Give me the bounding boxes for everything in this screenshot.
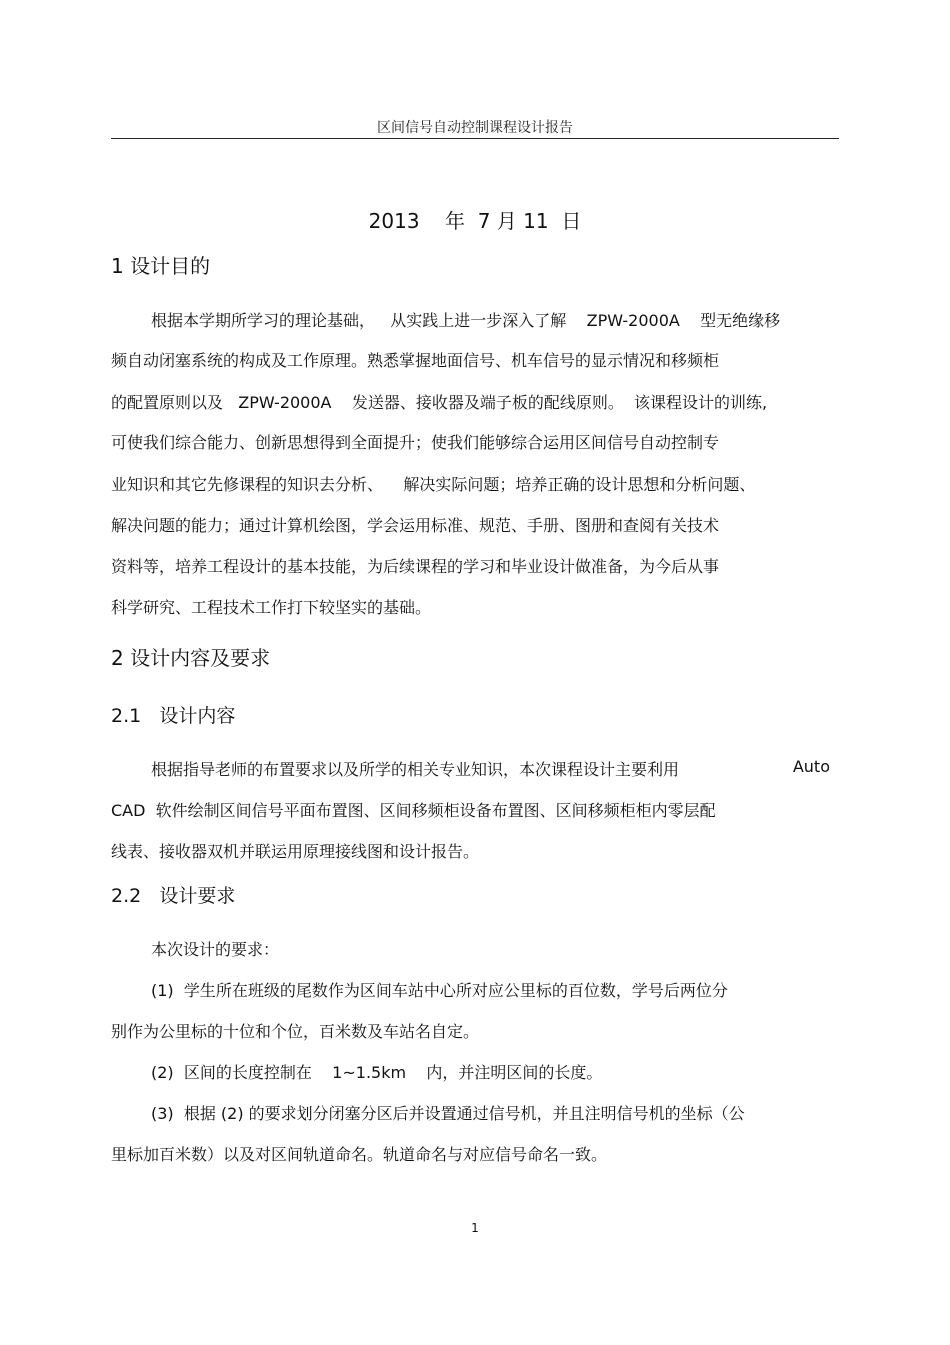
requirement-item: 里标加百米数）以及对区间轨道命名。轨道命名与对应信号命名一致。 xyxy=(111,1145,608,1164)
design-content-line: CAD 软件绘制区间信号平面布置图、区间移频柜设备布置图、区间移频柜柜内零层配 xyxy=(111,801,716,820)
subsection-2-1-heading: 2.1 设计内容 xyxy=(111,705,236,727)
requirement-item: (3) 根据 (2) 的要求划分闭塞分区后并设置通过信号机，并且注明信号机的坐标（公 xyxy=(151,1104,745,1123)
section-1-line: 频自动闭塞系统的构成及工作原理。熟悉掌握地面信号、机车信号的显示情况和移频柜 xyxy=(111,351,720,370)
page-header-title: 区间信号自动控制课程设计报告 xyxy=(377,120,573,136)
subsection-2-2-heading: 2.2 设计要求 xyxy=(111,885,236,907)
section-1-line: 的配置原则以及 ZPW-2000A 发送器、接收器及端子板的配线原则。 该课程设计的训练, xyxy=(111,393,768,412)
report-date: 2013 年 7 月 11 日 xyxy=(368,209,582,233)
section-2-heading: 2 设计内容及要求 xyxy=(111,646,271,670)
header-divider xyxy=(111,138,839,139)
design-content-line-tail: Auto xyxy=(792,757,830,776)
section-1-line: 根据本学期所学习的理论基础， 从实践上进一步深入了解 ZPW-2000A 型无绝缘移 xyxy=(151,311,781,330)
section-1-line: 业知识和其它先修课程的知识去分析、 解决实际问题；培养正确的设计思想和分析问题、 xyxy=(111,475,756,494)
requirement-item: 别作为公里标的十位和个位，百米数及车站名自定。 xyxy=(111,1022,480,1041)
section-1-heading: 1 设计目的 xyxy=(111,254,211,278)
section-1-line: 资料等，培养工程设计的基本技能，为后续课程的学习和毕业设计做准备，为今后从事 xyxy=(111,557,720,576)
design-content-line: 线表、接收器双机并联运用原理接线图和设计报告。 xyxy=(111,842,480,861)
page-number: 1 xyxy=(471,1221,479,1235)
requirements-intro: 本次设计的要求： xyxy=(151,940,280,959)
section-1-line: 科学研究、工程技术工作打下较坚实的基础。 xyxy=(111,598,432,617)
requirement-item: (1) 学生所在班级的尾数作为区间车站中心所对应公里标的百位数，学号后两位分 xyxy=(151,981,728,1000)
section-1-line: 解决问题的能力；通过计算机绘图，学会运用标准、规范、手册、图册和查阅有关技术 xyxy=(111,516,720,535)
design-content-line: 根据指导老师的布置要求以及所学的相关专业知识，本次课程设计主要利用 xyxy=(151,760,680,779)
requirement-item: (2) 区间的长度控制在 1~1.5km 内，并注明区间的长度。 xyxy=(151,1063,603,1082)
section-1-line: 可使我们综合能力、创新思想得到全面提升；使我们能够综合运用区间信号自动控制专 xyxy=(111,433,720,452)
